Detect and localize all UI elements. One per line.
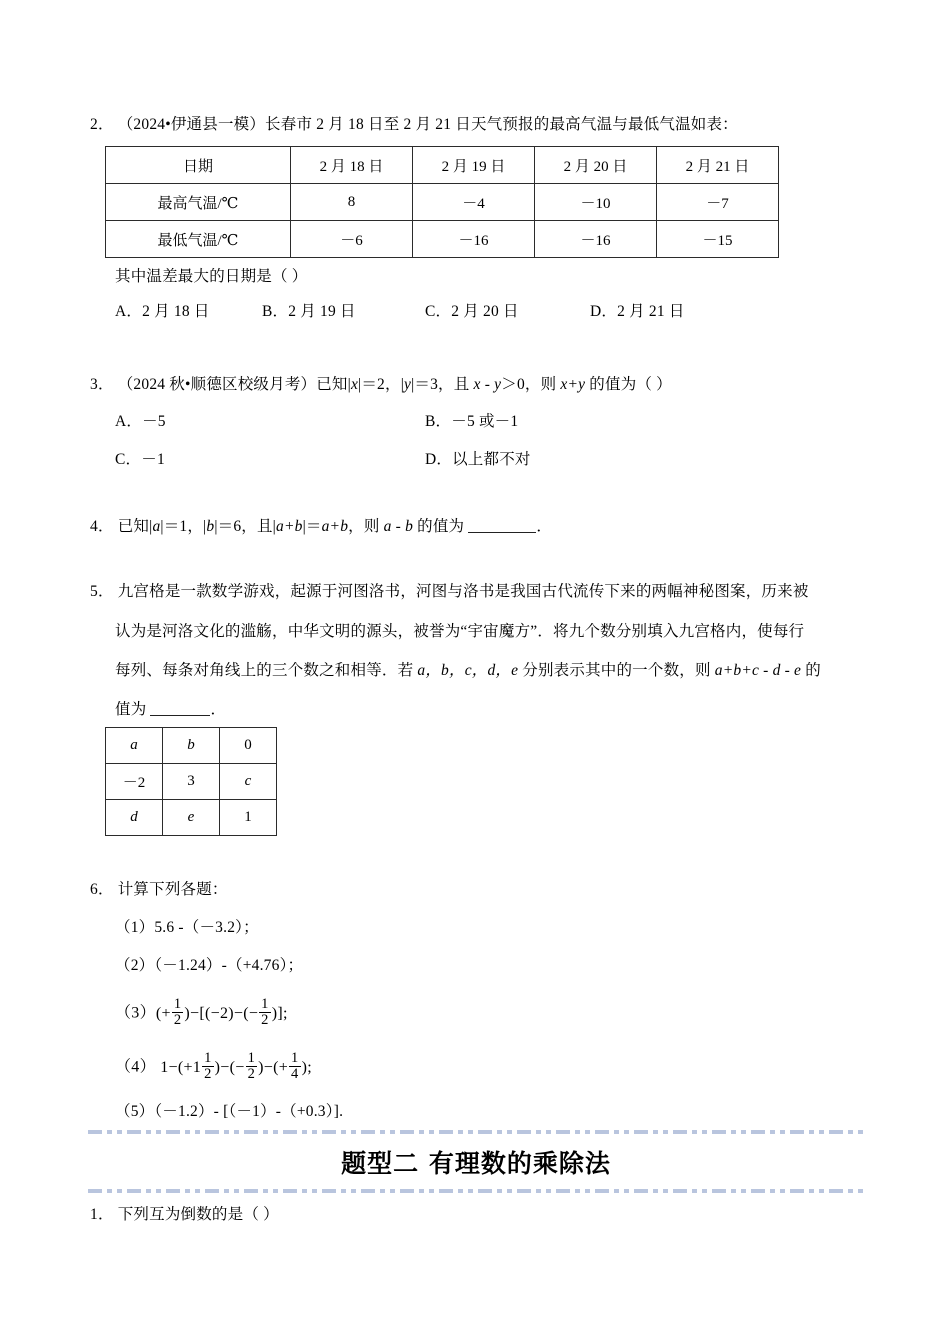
weather-header-d4: 2 月 21 日 (657, 147, 779, 184)
answer-blank[interactable] (150, 715, 210, 716)
question-2-ask: 其中温差最大的日期是（ ） (115, 268, 308, 285)
table-row (106, 184, 779, 221)
weather-header-d1: 2 月 18 日 (291, 147, 413, 184)
q6-item3-expr: (+ $\frac{1}{2}$ )−[(−2)−(− $\frac{1}{2}$ )]; (155, 995, 288, 1028)
question-4-number: 4． (90, 518, 114, 535)
q6-item1-text: 5.6 -（－3.2）； (154, 919, 259, 936)
q6-item1-label: （1） (115, 919, 155, 936)
magic-cell-r3c2: e (163, 800, 220, 836)
q5-l3-vars: a，b，c，d，e (417, 662, 519, 679)
option-d-text: 2 月 21 日 (617, 303, 685, 320)
option-c-key: C． (425, 303, 452, 320)
question-3-option-c (115, 448, 165, 472)
q4-ab2: a+b (321, 518, 349, 535)
magic-cell-r3c3: 1 (220, 800, 277, 836)
question-4 (90, 515, 552, 539)
q3-option-b-text: －5 或－1 (451, 413, 519, 430)
table-row (106, 728, 277, 764)
question-2-stem (90, 113, 738, 137)
magic-cell-r1c1: a (106, 728, 163, 764)
q4-p7: 的值为 (413, 518, 465, 535)
q6-item2-label: （2） (115, 957, 155, 974)
option-b-text: 2 月 19 日 (288, 303, 356, 320)
q6-item2-text: （－1.24）-（+4.76）； (154, 957, 304, 974)
option-c-text: 2 月 20 日 (451, 303, 519, 320)
q5-l3-expr: a+b+c - d - e (714, 662, 802, 679)
magic-cell-r2c3: c (220, 764, 277, 800)
question-5-line2: 认为是河洛文化的滥觞，中华文明的源头，被誉为“宇宙魔方”．将九个数分别填入九宫格内，使每行 (115, 623, 805, 640)
q4-b2: b (405, 518, 414, 535)
weather-high-d4: －7 (657, 184, 779, 221)
fraction-one-half: $\frac{1}{2}$ (173, 995, 182, 1028)
question-6-item-1 (115, 916, 259, 940)
question-3-option-b (425, 410, 518, 434)
table-row (106, 764, 277, 800)
weather-header-d3: 2 月 20 日 (535, 147, 657, 184)
fraction-one-half: $\frac{1}{2}$ (204, 1049, 212, 1082)
magic-cell-r1c3: 0 (220, 728, 277, 764)
q3-option-d-text: 以上都不对 (452, 451, 531, 468)
option-b-key: B． (262, 303, 289, 320)
weather-low-d2: －16 (413, 221, 535, 258)
divider-bottom (88, 1189, 864, 1193)
magic-cell-r1c2: b (163, 728, 220, 764)
fraction-one-half: $\frac{1}{2}$ (261, 995, 269, 1028)
weather-high-d3: －10 (535, 184, 657, 221)
magic-square-table (105, 727, 277, 836)
section-2-title: 题型二 有理数的乘除法 (341, 1149, 611, 1178)
weather-high-d1: 8 (291, 184, 413, 221)
q3-option-a-key: A． (115, 413, 143, 430)
q3-option-a-text: －5 (142, 413, 166, 430)
q3-option-d-key: D． (425, 451, 453, 468)
q6-item5-label: （5） (115, 1103, 155, 1120)
q3-var-y1: y (404, 376, 412, 393)
question-2-option-a (115, 300, 210, 324)
question-5-line1 (90, 580, 809, 604)
q3-option-c-key: C． (115, 451, 142, 468)
question-5-number: 5． (90, 583, 114, 600)
magic-cell-r3c1: d (106, 800, 163, 836)
q3-var-y2: y (494, 376, 502, 393)
fraction-one-half: $\frac{1}{2}$ (247, 1049, 256, 1082)
q3-var-x2: x (473, 376, 481, 393)
option-d-key: D． (590, 303, 618, 320)
q4-p5: ，则 (348, 518, 384, 535)
question-2-option-d (590, 300, 685, 324)
option-a-key: A． (115, 303, 143, 320)
q3-option-c-text: －1 (141, 451, 165, 468)
q3-var-x1: x (350, 376, 359, 393)
table-row (106, 147, 779, 184)
question-2-option-b (262, 300, 356, 324)
q4-p6: - (391, 518, 406, 535)
q4-p3: |＝6，且| (214, 518, 276, 535)
weather-high-d2: －4 (413, 184, 535, 221)
weather-header-d2: 2 月 19 日 (413, 147, 535, 184)
question-6-item-2 (115, 954, 303, 978)
question-3-number: 3． (90, 376, 114, 393)
question-6-item-4 (115, 1049, 312, 1083)
question-3-option-a (115, 410, 166, 434)
weather-table (105, 146, 779, 258)
answer-blank[interactable] (468, 532, 536, 533)
weather-header-date: 日期 (106, 147, 291, 184)
q5-l3-end: 的 (801, 662, 821, 679)
weather-low-d4: －15 (657, 221, 779, 258)
question-2-option-c (425, 300, 519, 324)
q3-option-b-key: B． (425, 413, 452, 430)
q5-l3-mid: 分别表示其中的一个数，则 (518, 662, 715, 679)
question-6-item-3 (115, 995, 288, 1029)
q4-p4: |＝ (302, 518, 322, 535)
weather-low-d3: －16 (535, 221, 657, 258)
q4-b1: b (206, 518, 215, 535)
section-2-q1-text: 下列互为倒数的是（ ） (117, 1206, 279, 1223)
q3-mid1: |＝2，| (358, 376, 405, 393)
q5-l3-pre: 每列、每条对角线上的三个数之和相等．若 (115, 662, 418, 679)
question-2-number: 2． (90, 116, 114, 133)
q6-item4-expr: 1−(+1 $\frac{1}{2}$ )−(− $\frac{1}{2}$ )−(+ $\frac{1}{4}$ ); (155, 1049, 312, 1082)
option-a-text: 2 月 18 日 (142, 303, 210, 320)
table-row (106, 221, 779, 258)
q6-stem-text: 计算下列各题： (117, 881, 228, 898)
q3-pre: （2024 秋•顺德区校级月考）已知| (117, 376, 351, 393)
q3-mid3: - (480, 376, 495, 393)
question-5-line4 (115, 698, 226, 722)
q4-ab1: a+b (276, 518, 303, 535)
weather-low-d1: －6 (291, 221, 413, 258)
weather-row-high-label: 最高气温/℃ (106, 184, 291, 221)
q4-p2: |＝1，| (160, 518, 207, 535)
section-2-question-1 (90, 1203, 279, 1227)
magic-cell-r2c1: －2 (106, 764, 163, 800)
fraction-one-quarter: $\frac{1}{4}$ (291, 1049, 299, 1082)
q4-a1: a (152, 518, 161, 535)
q3-mid4: ＞0，则 (501, 376, 561, 393)
q4-a2: a (383, 518, 392, 535)
question-6-number: 6． (90, 881, 114, 898)
q5-l4-pre: 值为 (115, 701, 147, 718)
q6-item3-label: （3） (115, 1004, 156, 1022)
q6-item4-label: （4） (115, 1058, 156, 1076)
question-6-stem (90, 878, 228, 902)
question-5-line3 (115, 659, 821, 683)
question-3-option-d (425, 448, 531, 472)
section-2-header (88, 1130, 864, 1193)
q3-end: 的值为（ ） (585, 376, 672, 393)
q5-l4-end: ． (210, 701, 227, 718)
q4-p1: 已知| (117, 518, 153, 535)
question-6-item-5 (115, 1100, 343, 1124)
magic-cell-r2c2: 3 (163, 764, 220, 800)
q6-item5-text: （－1.2）- [（－1）-（+0.3）]. (154, 1103, 344, 1120)
q4-p8: ． (536, 518, 553, 535)
q3-mid2: |＝3，且 (411, 376, 474, 393)
q3-var-xy: x+y (560, 376, 586, 393)
question-2-stem-text: （2024•伊通县一模）长春市 2 月 18 日至 2 月 21 日天气预报的最高气温与最低气温如表： (117, 116, 738, 133)
question-3-stem (90, 373, 672, 397)
section-2-q1-number: 1． (90, 1206, 114, 1223)
q5-line1-text: 九宫格是一款数学游戏，起源于河图洛书，河图与洛书是我国古代流传下来的两幅神秘图案，历来被 (117, 583, 809, 600)
table-row (106, 800, 277, 836)
weather-row-low-label: 最低气温/℃ (106, 221, 291, 258)
